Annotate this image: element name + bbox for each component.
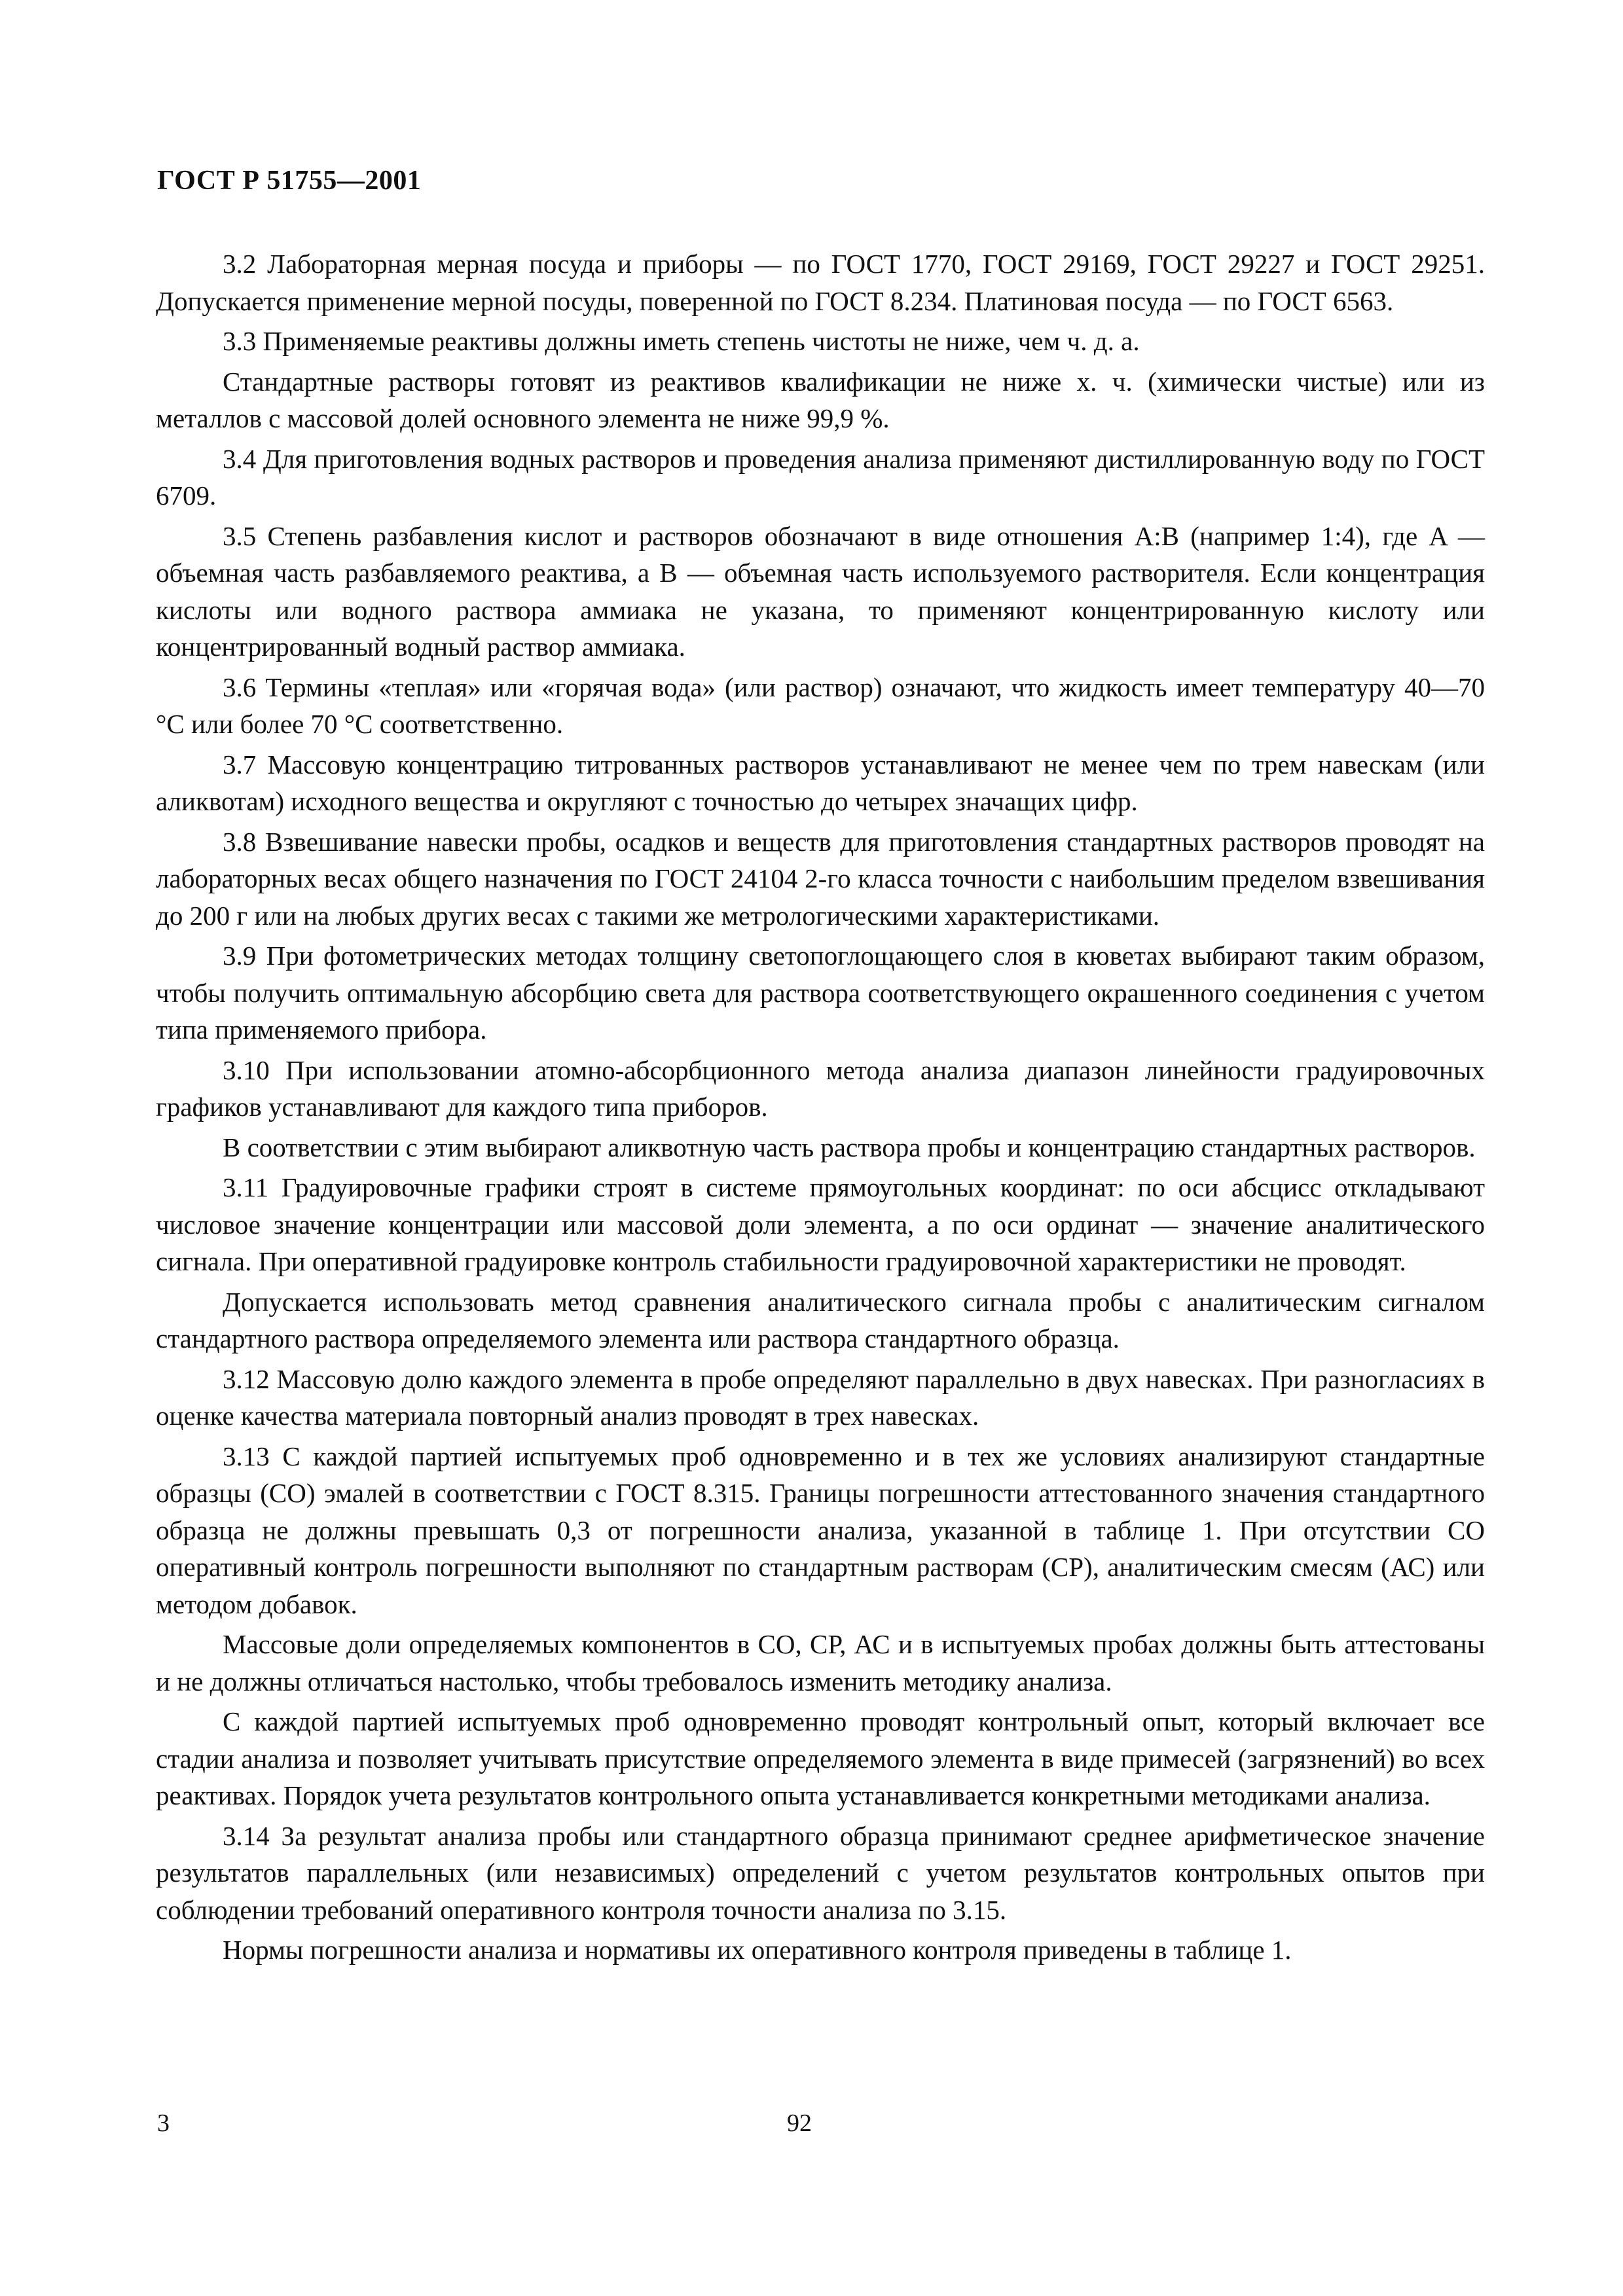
document-body (156, 245, 1485, 1972)
paragraph-error-norms: Нормы погрешности анализа и нормативы их оперативного контроля приведены в таблице 1. (223, 1935, 1292, 1965)
paragraph-aliquot: В соответствии с этим выбирают аликвотную часть раствора пробы и концентрацию стандартных растворов. (223, 1132, 1476, 1162)
paragraph-3-2: 3.2 Лабораторная мерная посуда и приборы — по ГОСТ 1770, ГОСТ 29169, ГОСТ 29227 и ГОСТ 29251. Допускается применение мерной посуды, поверенной по ГОСТ 8.234. Платиновая посуда — по ГОСТ 6563. (156, 249, 1485, 316)
paragraph-3-7: 3.7 Массовую концентрацию титрованных растворов устанавливают не менее чем по трем навескам (или аликвотам) исходного вещества и округляют с точностью до четырех значащих цифр. (156, 749, 1485, 816)
paragraph-3-11: 3.11 Градуировочные графики строят в системе прямоугольных координат: по оси абсцисс откладывают числовое значение концентрации или массовой доли элемента, а по оси ординат — значение аналитического сигнала. При оперативной градуировке контроль стабильности градуировочной характеристики не проводят. (156, 1172, 1485, 1276)
paragraph-3-14: 3.14 За результат анализа пробы или стандартного образца принимают среднее арифметическое значение результатов параллельных (или независимых) определений с учетом результатов контрольных опытов при соблюдении требований оперативного контроля точности анализа по 3.15. (156, 1820, 1485, 1925)
paragraph-control-experiment: С каждой партией испытуемых проб одновременно проводят контрольный опыт, который включает все стадии анализа и позволяет учитывать присутствие определяемого элемента в виде примесей (загрязнений) во всех реактивах. Порядок учета результатов контрольного опыта устанавливается конкретными методиками анализа. (156, 1706, 1485, 1810)
paragraph-3-5: 3.5 Степень разбавления кислот и растворов обозначают в виде отношения A:B (например 1:4), где A — объемная часть разбавляемого реактива, а B — объемная часть используемого растворителя. Если концентрация кислоты или водного раствора аммиака не указана, то применяют концентрированную кислоту или концентрированный водный раствор аммиака. (156, 520, 1485, 662)
document-header: ГОСТ Р 51755—2001 (157, 166, 422, 196)
paragraph-3-10: 3.10 При использовании атомно-абсорбционного метода анализа диапазон линейности градуировочных графиков устанавливают для каждого типа приборов. (156, 1054, 1485, 1122)
paragraph-3-13: 3.13 С каждой партией испытуемых проб одновременно и в тех же условиях анализируют стандартные образцы (СО) эмалей в соответствии с ГОСТ 8.315. Границы погрешности аттестованного значения стандартного образца не должны превышать 0,3 от погрешности анализа, указанной в таблице 1. При отсутствии СО оперативный контроль погрешности выполняют по стандартным растворам (СР), аналитическим смесям (АС) или методом добавок. (156, 1441, 1485, 1619)
paragraph-mass-fractions: Массовые доли определяемых компонентов в СО, СР, АС и в испытуемых пробах должны быть аттестованы и не должны отличаться настолько, чтобы требовалось изменить методику анализа. (156, 1629, 1485, 1696)
paragraph-3-12: 3.12 Массовую долю каждого элемента в пробе определяют параллельно в двух навесках. При разногласиях в оценке качества материала повторный анализ проводят в трех навесках. (156, 1363, 1485, 1431)
paragraph-3-3: 3.3 Применяемые реактивы должны иметь степень чистоты не ниже, чем ч. д. а. (223, 326, 1140, 356)
paragraph-comparison-method: Допускается использовать метод сравнения аналитического сигнала пробы с аналитическим сигналом стандартного раствора определяемого элемента или раствора стандартного образца. (156, 1286, 1485, 1354)
paragraph-3-4: 3.4 Для приготовления водных растворов и проведения анализа применяют дистиллированную воду по ГОСТ 6709. (156, 443, 1485, 511)
paragraph-3-9: 3.9 При фотометрических методах толщину светопоглощающего слоя в кюветах выбирают таким образом, чтобы получить оптимальную абсорбцию света для раствора соответствующего окрашенного соединения с учетом типа применяемого прибора. (156, 941, 1485, 1045)
paragraph-3-6: 3.6 Термины «теплая» или «горячая вода» (или раствор) означают, что жидкость имеет температуру 40—70 °С или более 70 °С соответственно. (156, 672, 1485, 739)
page-number: 3 (157, 2109, 170, 2137)
paragraph-3-8: 3.8 Взвешивание навески пробы, осадков и веществ для приготовления стандартных растворов проводят на лабораторных весах общего назначения по ГОСТ 24104 2-го класса точности с наибольшим пределом взвешивания до 200 г или на любых других весах с такими же метрологическими характеристиками. (156, 826, 1485, 931)
sheet-number: 92 (787, 2109, 812, 2137)
paragraph-standard-solutions: Стандартные растворы готовят из реактивов квалификации не ниже х. ч. (химически чистые) или из металлов с массовой долей основного элемента не ниже 99,9 %. (156, 366, 1485, 433)
